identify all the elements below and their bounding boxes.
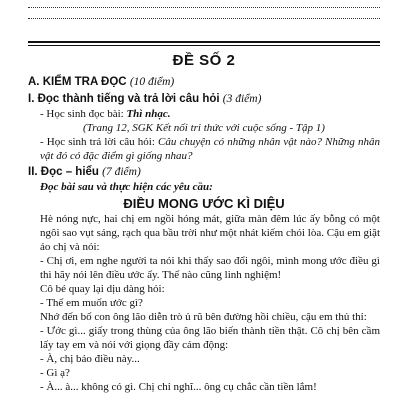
story-paragraph: Nhớ đến bố con ông lão diễn trò ủ rũ bên đường hồi chiều, cậu em thủ thỉ:: [40, 311, 367, 323]
section-a-heading: [28, 75, 380, 90]
story-paragraph: - Thế em muốn ước gì?: [40, 297, 143, 309]
question-line: [28, 135, 380, 163]
story-paragraph: - À... à... không có gì. Chị chỉ nghĩ... ông cụ chắc cần tiền lắm!: [40, 381, 317, 393]
section-a-label: A. KIỂM TRA ĐỌC: [28, 76, 127, 88]
section-a-points: (10 điểm): [129, 76, 175, 88]
exam-title: ĐỀ SỐ 2: [172, 52, 236, 69]
story-paragraph: Cô bé quay lại dịu dàng hỏi:: [40, 283, 165, 295]
source-line: (Trang 12, SGK Kết nối tri thức với cuộc sống - Tập 1): [83, 122, 325, 134]
part-2-heading: [28, 165, 380, 180]
part-1-label: I. Đọc thành tiếng và trả lời câu hỏi: [28, 93, 220, 105]
answer-line: [28, 8, 380, 19]
reading-prefix: - Học sinh đọc bài:: [40, 108, 127, 120]
part-1-points: (3 điểm): [222, 93, 262, 105]
part-2-points: (7 điểm): [102, 166, 141, 178]
part-1-reading-line: [28, 107, 380, 121]
story-paragraph: - Chị ơi, em nghe người ta nói khi thấy sao đổi ngôi, mình mong ước điều gì thì hãy nói lên điều ước ấy. Thế nào cũng linh nghiệm!: [40, 255, 380, 281]
story-paragraph: - À, chị bảo điều này...: [40, 353, 140, 365]
reading-title: Thì nhạc.: [126, 108, 171, 120]
question-prefix: - Học sinh trả lời câu hỏi:: [40, 136, 158, 148]
story-paragraph: - Ước gì... giấy trong thùng của ông lão biến thành tiền thật. Cô chị bên cầm lấy tay em và nói với giọng đầy cảm động:: [40, 325, 380, 351]
rule-thin: [28, 45, 380, 46]
rule-thick: [28, 41, 380, 43]
story-paragraph: - Gì ạ?: [40, 367, 70, 379]
part-2-label: II. Đọc – hiểu: [28, 166, 99, 178]
story-paragraph: Hè nóng nực, hai chị em ngồi hóng mát, giữa màn đêm lúc ấy bỗng có một ngôi sao vụt sáng, rạch qua bầu trời như một nhát kiếm chói lòa. Cậu em giật áo chị và nói:: [40, 213, 380, 253]
story-title: ĐIỀU MONG ƯỚC KÌ DIỆU: [123, 196, 285, 211]
answer-line: [28, 0, 380, 8]
part-1-heading: [28, 92, 380, 107]
part-2-instruction: Đọc bài sau và thực hiện các yêu cầu:: [40, 181, 213, 193]
title-separator: [28, 41, 380, 46]
question-text: Câu chuyện có những nhân vật nào? Những nhân vật đó có đặc điểm gì giống nhau?: [40, 136, 381, 162]
